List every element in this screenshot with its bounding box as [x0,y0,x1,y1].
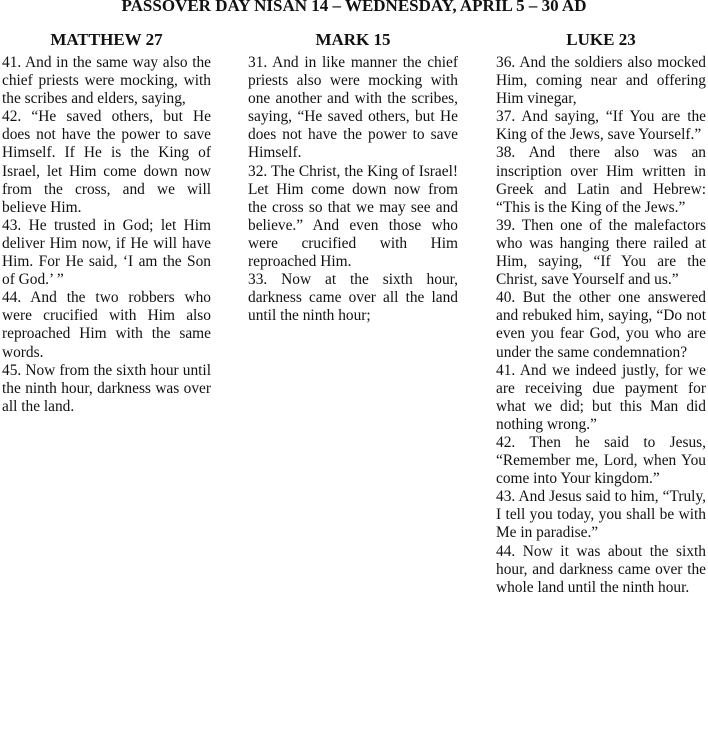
verse: 37. And saying, “If You are the King of the Jews, save Yourself.” [496,108,706,144]
verse: 40. But the other one answered and rebuked him, saying, “Do not even you fear God, you who are under the same condemnation? [496,289,706,361]
mark-column [248,30,458,325]
verse: 44. Now it was about the sixth hour, and darkness came over the whole land until the ninth hour. [496,542,706,596]
page-title: PASSOVER DAY NISAN 14 – WEDNESDAY, APRIL 5 – 30 AD [121,0,587,15]
verse: 33. Now at the sixth hour, darkness came over all the land until the ninth hour; [248,271,458,325]
verse: 43. And Jesus said to him, “Truly, I tell you today, you shall be with Me in paradise.” [496,488,706,542]
verse: 45. Now from the sixth hour until the ninth hour, darkness was over all the land. [2,361,211,415]
luke-column [496,30,706,597]
verse: 44. And the two robbers who were crucified with Him also reproached Him with the same words. [2,289,211,361]
matthew-heading: MATTHEW 27 [50,30,163,49]
verse: 39. Then one of the malefactors who was hanging there railed at Him, saying, “If You are the Christ, save Yourself and us.” [496,216,706,289]
luke-heading: LUKE 23 [566,30,636,49]
verse: 42. “He saved others, but He does not have the power to save Himself. If He is the King of Israel, let Him come down now from the cross, and we will believe Him. [2,108,211,216]
verse: 36. And the soldiers also mocked Him, coming near and offering Him vinegar, [496,54,706,108]
verse: 38. And there also was an inscription over Him written in Greek and Latin and Hebrew: “This is the King of the Jews.” [496,144,706,216]
verse: 42. Then he said to Jesus, “Remember me, Lord, when You come into Your kingdom.” [496,433,706,488]
verse: 32. The Christ, the King of Israel! Let Him come down now from the cross so that we may see and believe.” And even those who were crucified with Him reproached Him. [248,162,458,271]
verse: 41. And in the same way also the chief priests were mocking, with the scribes and elders, saying, [2,54,211,108]
verse: 31. And in like manner the chief priests also were mocking with one another and with the scribes, saying, “He saved others, but He does not have the power to save Himself. [248,54,458,162]
mark-heading: MARK 15 [315,30,391,49]
verse: 43. He trusted in God; let Him deliver Him now, if He will have Him. For He said, ‘I am the Son of God.’ ” [2,216,211,289]
verse: 41. And we indeed justly, for we are receiving due payment for what we did; but this Man did nothing wrong.” [496,361,706,433]
matthew-column [2,30,211,416]
